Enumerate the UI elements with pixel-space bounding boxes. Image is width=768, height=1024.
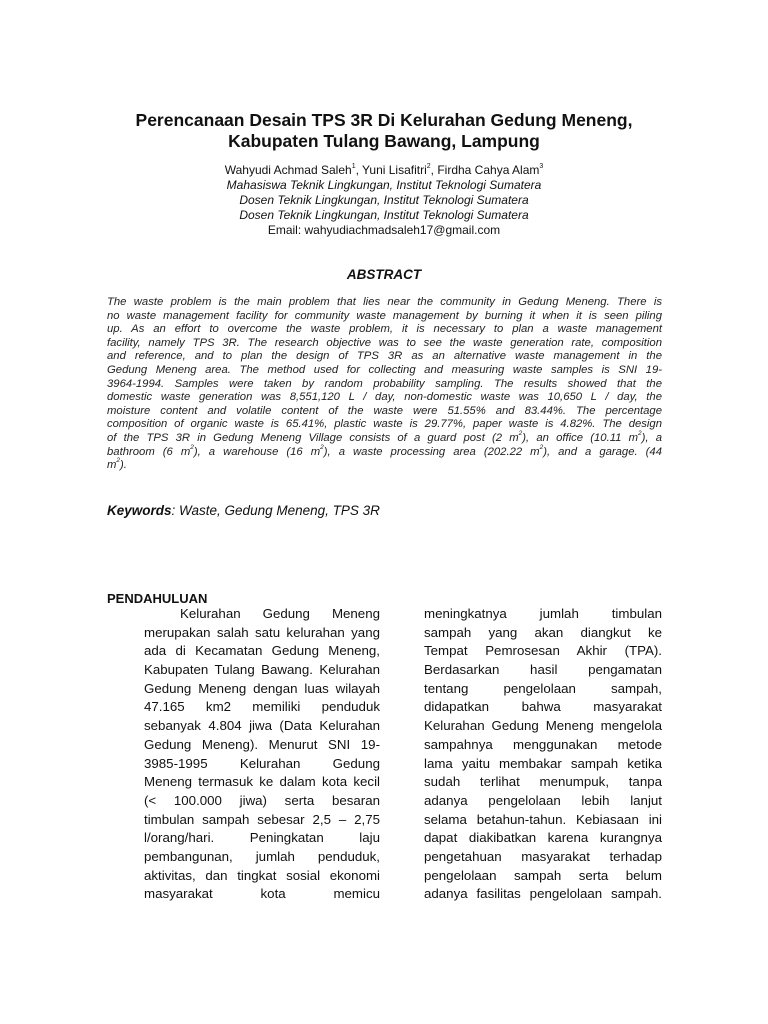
body-line: pembangunan, jumlah penduduk, <box>144 848 380 864</box>
body-line: Berdasarkan hasil pengamatan <box>424 662 662 678</box>
paper-title <box>0 110 768 152</box>
abstract-text: m <box>107 459 117 472</box>
superscript-2: 2 <box>539 443 544 451</box>
body-line: l/orang/hari. Peningkatan laju <box>144 830 380 846</box>
body-line: sudah terlihat menumpuk, tanpa <box>424 774 662 790</box>
abstract-line: and reference, and to plan the design of TPS 3R as an alternative waste management in the <box>107 350 662 363</box>
author-email: Email: wahyudiachmadsaleh17@gmail.com <box>267 223 501 237</box>
keywords-value: : Waste, Gedung Meneng, TPS 3R <box>171 503 380 518</box>
body-line: tentang pengelolaan sampah, <box>424 680 662 696</box>
body-column-left <box>144 605 380 904</box>
author-2: Yuni Lisafitri <box>362 163 427 177</box>
body-line: Kelurahan Gedung Meneng <box>180 606 380 621</box>
body-line: 47.165 km2 memiliki penduduk <box>144 699 380 715</box>
abstract-line: The waste problem is the main problem that lies near the community in Gedung Meneng. There is <box>107 296 662 308</box>
author-3: Firdha Cahya Alam <box>437 163 540 177</box>
body-line: Kabupaten Tulang Bawang. Kelurahan <box>144 662 380 678</box>
body-line: aktivitas, dan tingkat sosial ekonomi <box>144 867 380 883</box>
section-heading: PENDAHULUAN <box>107 591 208 606</box>
author-block <box>0 163 768 238</box>
body-line: Tempat Pemrosesan Akhir (TPA). <box>424 643 662 659</box>
superscript-2: 2 <box>638 430 642 438</box>
abstract-body <box>107 296 662 473</box>
body-line: merupakan salah satu kelurahan yang <box>144 624 380 640</box>
body-line: dapat diakibatkan karena kurangnya <box>424 830 662 846</box>
body-line: pengetahuan masyarakat terhadap <box>424 848 662 864</box>
abstract-line: Gedung Meneng area. The method used for collecting and measuring waste samples is SNI 19- <box>107 363 662 376</box>
abstract-line: composition of organic waste is 65.41%, plastic waste is 29.77%, paper waste is 4.82%. The design <box>107 418 662 431</box>
paper-title-line-2: Kabupaten Tulang Bawang, Lampung <box>228 131 540 151</box>
body-line: ada di Kecamatan Gedung Meneng, <box>144 643 380 659</box>
author-2-affiliation-mark: 2 <box>426 163 431 170</box>
body-line: pengelolaan sampah serta belum <box>424 867 662 883</box>
abstract-text: ). <box>120 459 127 472</box>
affiliation-2: Dosen Teknik Lingkungan, Institut Teknologi Sumatera <box>239 193 529 207</box>
abstract-text: ), an office (10.11 m <box>522 431 639 444</box>
paper-title-line-1: Perencanaan Desain TPS 3R Di Kelurahan Gedung Meneng, <box>135 110 633 130</box>
author-3-affiliation-mark: 3 <box>539 163 544 170</box>
author-1: Wahyudi Achmad Saleh <box>224 163 352 177</box>
affiliation-1: Mahasiswa Teknik Lingkungan, Institut Teknologi Sumatera <box>226 178 542 192</box>
author-names: Wahyudi Achmad Saleh$^1$, Yuni Lisafitri$^2$, Firdha Cahya Alam$^3$ <box>224 163 544 177</box>
abstract-line: 3964-1994. Samples were taken by random probability sampling. The results showed that the <box>107 377 662 390</box>
abstract-heading: ABSTRACT <box>346 267 422 282</box>
author-1-affiliation-mark: 1 <box>351 163 356 170</box>
abstract-text: ), and a garage. (44 <box>543 445 662 458</box>
body-column-right <box>424 605 662 904</box>
body-line: Gedung Meneng). Menurut SNI 19- <box>144 736 380 752</box>
superscript-2: 2 <box>116 457 121 465</box>
abstract-text: of the TPS 3R in Gedung Meneng Village consists of a guard post (2 m <box>107 431 519 444</box>
body-line: Kelurahan Gedung Meneng mengelola <box>424 718 662 734</box>
superscript-2: 2 <box>518 430 523 438</box>
abstract-text: ), a waste processing area (202.22 m <box>323 445 540 458</box>
abstract-line: domestic waste generation was 8,551,120 L / day, non-domestic waste was 10,650 L / day, the <box>107 391 662 404</box>
body-line: Gedung Meneng dengan luas wilayah <box>144 680 380 696</box>
body-line: timbulan sampah sebesar 2,5 – 2,75 <box>144 811 380 827</box>
body-line: sampahnya menggunakan metode <box>424 736 662 752</box>
abstract-text: ), a <box>641 431 662 444</box>
body-line: Meneng termasuk ke dalam kota kecil <box>144 774 380 790</box>
body-line: meningkatnya jumlah timbulan <box>424 606 662 621</box>
keywords <box>107 503 380 518</box>
superscript-2: 2 <box>320 443 324 451</box>
abstract-text: ), a warehouse (16 m <box>193 445 321 458</box>
body-line: sampah yang akan diangkut ke <box>424 624 662 640</box>
body-line: sebanyak 4.804 jiwa (Data Kelurahan <box>144 718 380 734</box>
body-line: adanya fasilitas pengelolaan sampah. <box>424 886 662 902</box>
body-line: 3985-1995 Kelurahan Gedung <box>144 755 380 771</box>
abstract-line <box>107 443 662 460</box>
abstract-line: up. As an effort to overcome the waste problem, it is necessary to plan a waste management <box>107 323 662 336</box>
superscript-2: 2 <box>190 443 194 451</box>
body-line: adanya pengelolaan lebih lanjut <box>424 792 662 808</box>
abstract-line <box>107 459 662 473</box>
affiliation-3: Dosen Teknik Lingkungan, Institut Teknologi Sumatera <box>239 208 529 222</box>
abstract-line: facility, namely TPS 3R. The research objective was to see the waste generation rate, composition <box>107 336 662 349</box>
body-line: didapatkan bahwa masyarakat <box>424 699 662 715</box>
abstract-line: moisture content and volatile content of the waste were 51.55% and 83.44%. The percentage <box>107 404 662 417</box>
abstract-line: no waste management facility for community waste management by burning it when it is seen piling <box>107 309 662 322</box>
abstract-text: bathroom (6 m <box>107 445 191 458</box>
body-line: selama betahun-tahun. Kebiasaan ini <box>424 811 662 827</box>
keywords-label: Keywords <box>107 503 172 518</box>
body-line: masyarakat kota memicu <box>144 886 380 902</box>
body-line: lama yaitu membakar sampah ketika <box>424 755 662 771</box>
body-line: (< 100.000 jiwa) serta besaran <box>144 792 380 808</box>
